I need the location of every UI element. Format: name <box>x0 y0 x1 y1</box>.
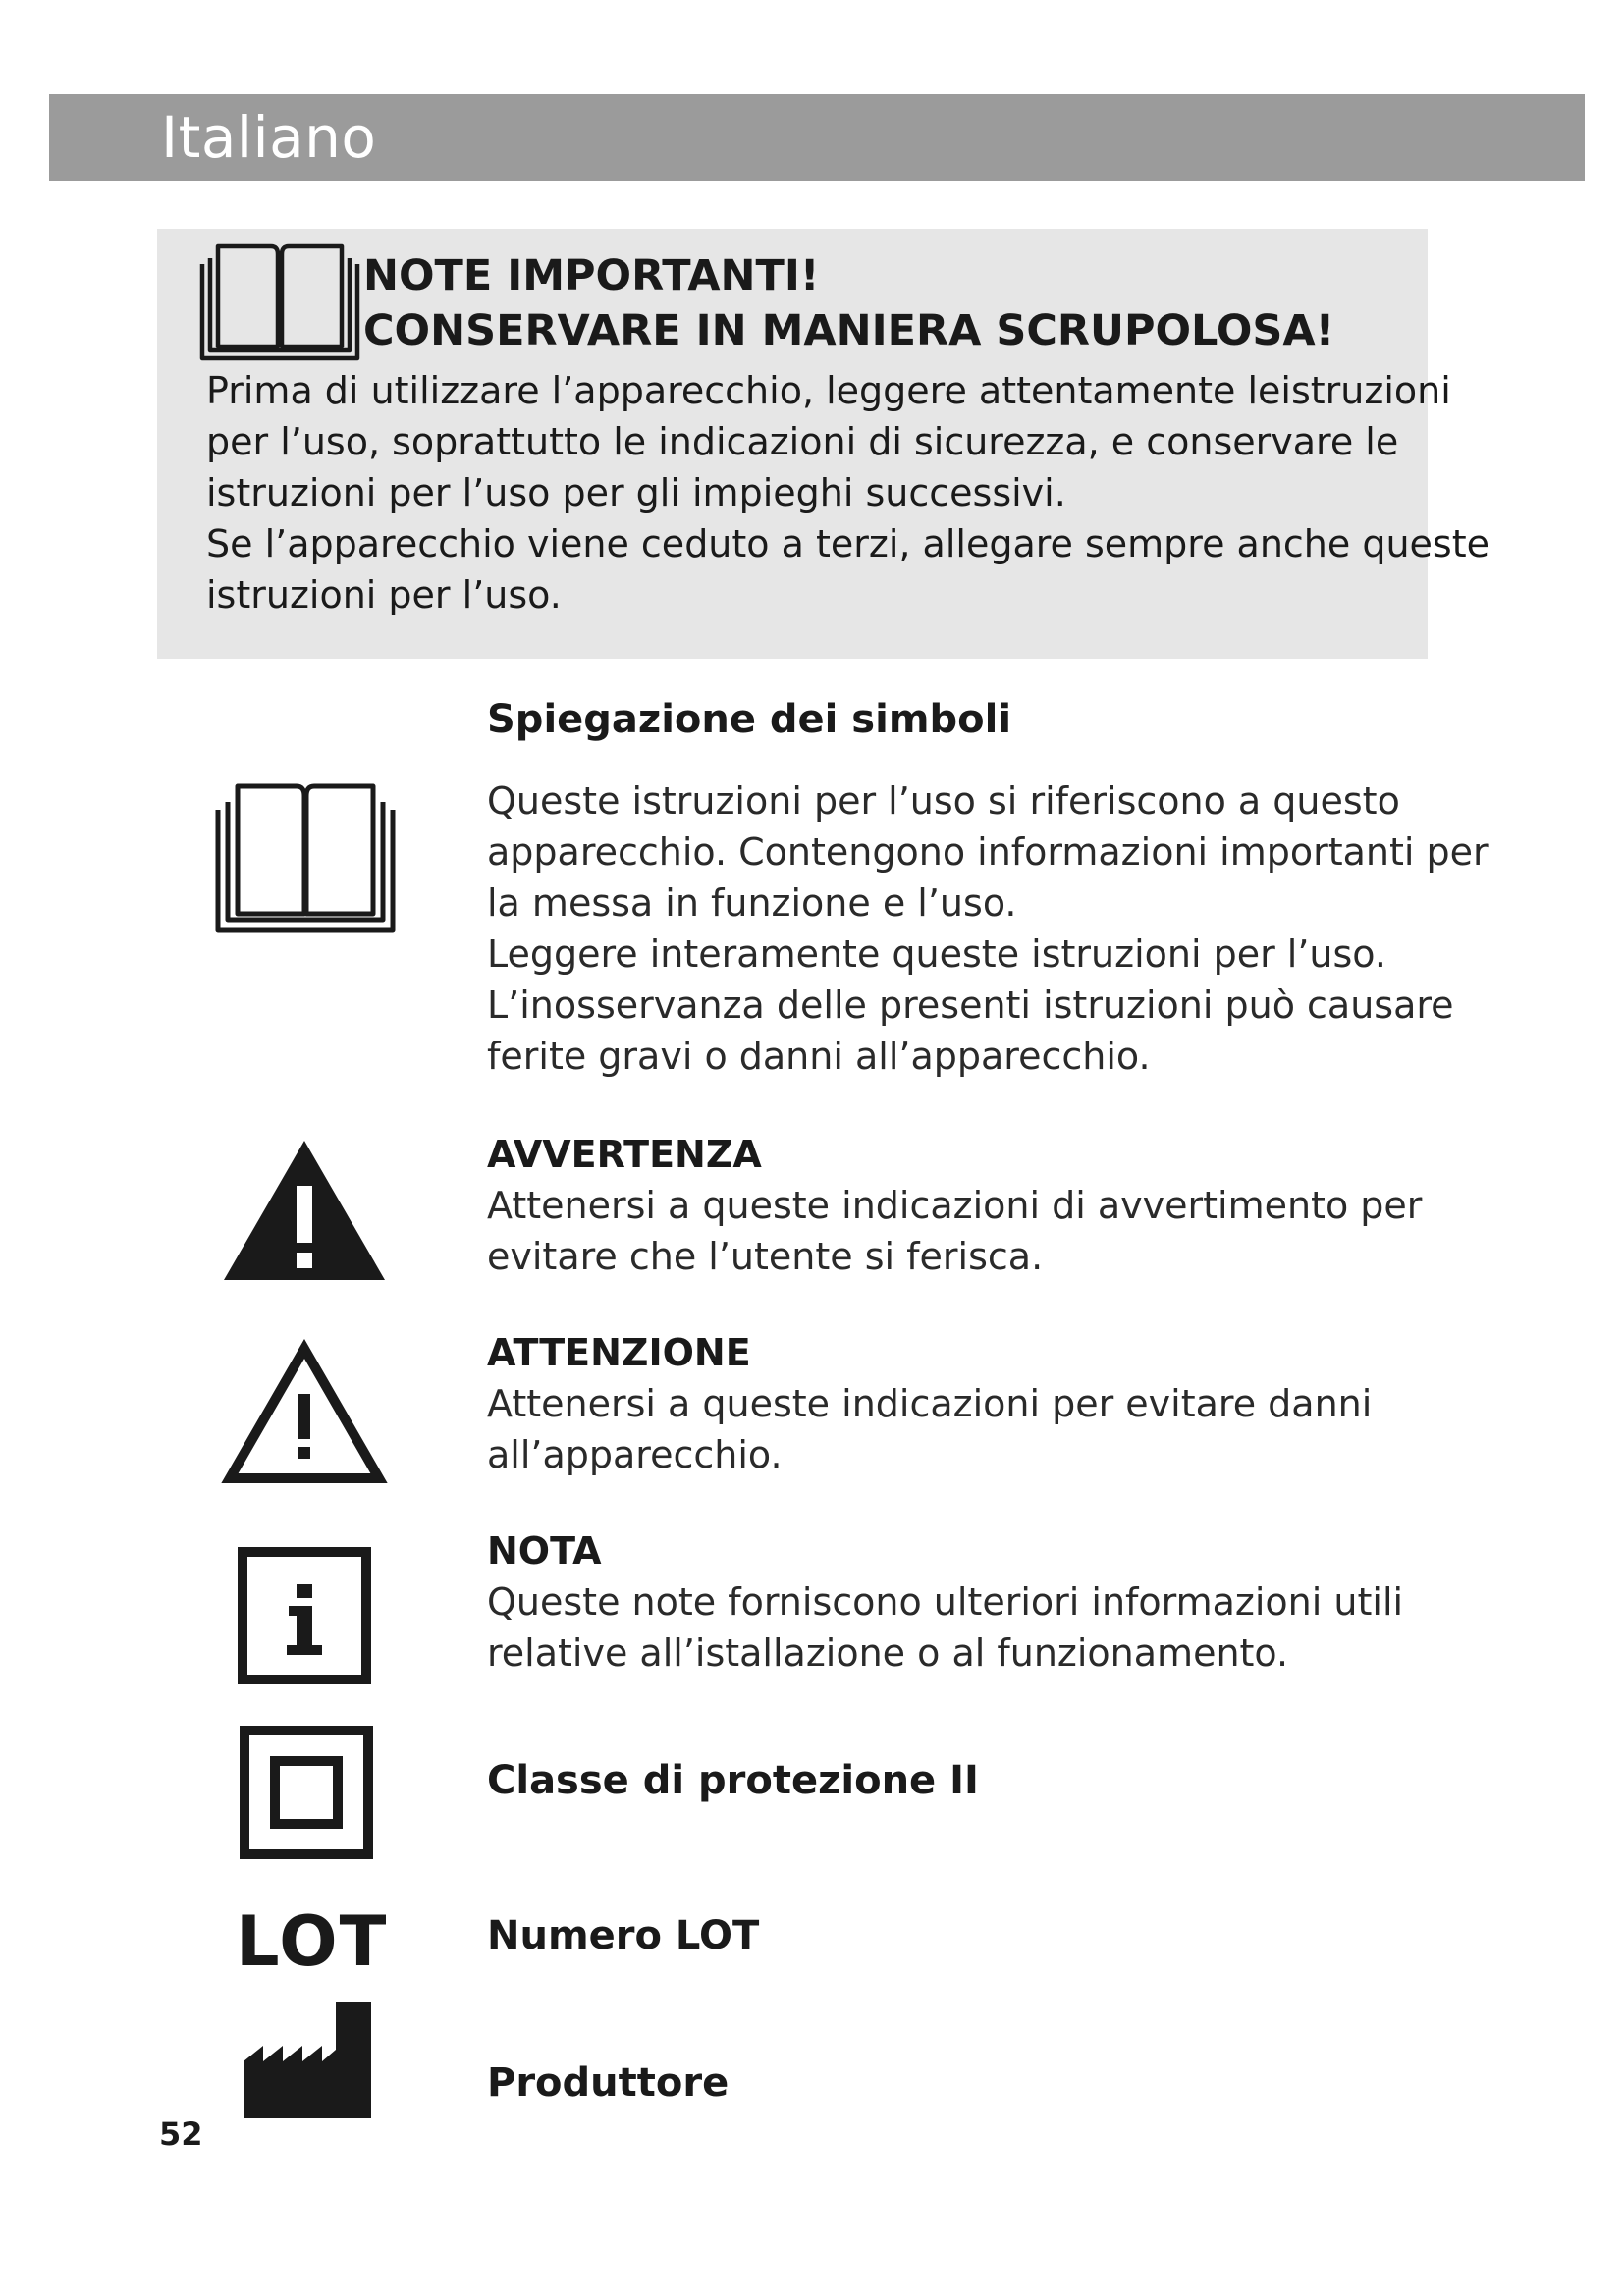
description-line: evitare che l’utente si ferisca. <box>487 1235 1044 1278</box>
caution-label: ATTENZIONE <box>487 1331 751 1374</box>
description-line: la messa in funzione e l’uso. <box>487 881 1017 925</box>
description-line: Queste note forniscono ulteriori informazioni utili <box>487 1580 1404 1624</box>
symbols-section-title: Spiegazione dei simboli <box>487 697 1012 742</box>
description-line: L’inosservanza delle presenti istruzioni può causare <box>487 984 1454 1027</box>
notice-body-line: istruzioni per l’uso per gli impieghi successivi. <box>206 471 1066 514</box>
notice-body-line: Prima di utilizzare l’apparecchio, leggere attentamente leistruzioni <box>206 369 1451 412</box>
description-line: ferite gravi o danni all’apparecchio. <box>487 1035 1151 1078</box>
description-line: Queste istruzioni per l’uso si riferiscono a questo <box>487 779 1400 823</box>
warning-symbol-description <box>487 1129 1422 1282</box>
page-number: 52 <box>159 2115 203 2153</box>
note-label: NOTA <box>487 1529 602 1573</box>
info-icon <box>238 1547 371 1684</box>
warning-label: AVVERTENZA <box>487 1133 762 1176</box>
note-symbol-description <box>487 1525 1403 1679</box>
manufacturer-factory-icon <box>240 2001 375 2122</box>
protection-class-label: Classe di protezione II <box>487 1758 979 1803</box>
notice-body-line: Se l’apparecchio viene ceduto a terzi, allegare sempre anche queste <box>206 522 1490 565</box>
manual-symbol-description <box>487 775 1489 1082</box>
notice-body <box>206 365 1489 620</box>
description-line: Attenersi a queste indicazioni di avvertimento per <box>487 1184 1423 1227</box>
caution-symbol-description <box>487 1327 1372 1480</box>
description-line: apparecchio. Contengono informazioni importanti per <box>487 830 1489 874</box>
protection-class-ii-icon <box>240 1726 373 1859</box>
notice-body-line: per l’uso, soprattutto le indicazioni di sicurezza, e conservare le <box>206 420 1399 463</box>
lot-number-label: Numero LOT <box>487 1913 760 1958</box>
important-notice-box <box>157 229 1490 659</box>
open-book-icon <box>214 782 397 934</box>
description-line: Leggere interamente queste istruzioni per l’uso. <box>487 933 1386 976</box>
language-title: Italiano <box>161 104 377 171</box>
description-line: relative all’istallazione o al funzionamento. <box>487 1631 1289 1675</box>
notice-heading <box>363 248 1334 358</box>
notice-heading-line2: CONSERVARE IN MANIERA SCRUPOLOSA! <box>363 306 1335 355</box>
language-header <box>49 94 1585 181</box>
open-book-icon <box>198 242 361 362</box>
notice-body-line: istruzioni per l’uso. <box>206 573 562 616</box>
lot-icon: LOT <box>236 1901 389 1982</box>
manufacturer-label: Produttore <box>487 2060 730 2106</box>
warning-filled-icon <box>220 1137 389 1284</box>
notice-heading-line1: NOTE IMPORTANTI! <box>363 251 820 300</box>
description-line: Attenersi a queste indicazioni per evitare danni <box>487 1382 1373 1425</box>
description-line: all’apparecchio. <box>487 1433 783 1476</box>
warning-outline-icon <box>220 1339 389 1486</box>
